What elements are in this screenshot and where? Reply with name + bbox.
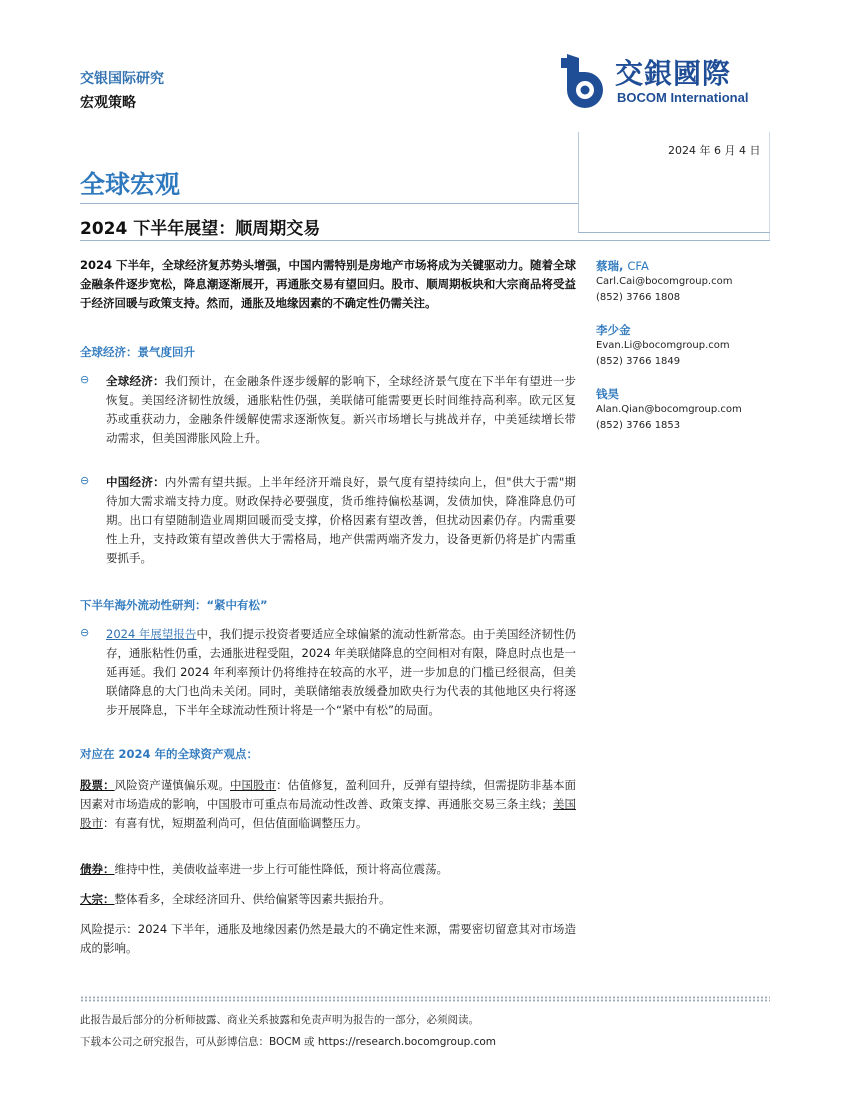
footer-disclaimer: 此报告最后部分的分析师披露、商业关系披露和免责声明为报告的一部分，必须阅读。 [80, 1014, 479, 1026]
page-title: 全球宏观 [80, 170, 181, 199]
divider-vertical [578, 132, 579, 232]
analyst-card [596, 386, 776, 434]
analyst-phone: (852) 3766 1849 [596, 356, 681, 367]
logo-text-en: BOCOM International [617, 90, 749, 105]
para-lead: 股票： [80, 778, 115, 792]
section-heading-global-economy: 全球经济：景气度回升 [80, 345, 195, 359]
dept-name: 宏观策略 [80, 95, 136, 111]
section-heading-asset-views: 对应在 2024 年的全球资产观点： [80, 747, 259, 761]
analyst-card [596, 258, 776, 306]
org-name: 交银国际研究 [80, 71, 164, 87]
bullet-china-economy [80, 473, 576, 585]
risk-warning: 风险提示：2024 下半年，通胀及地缘因素仍然是最大的不确定性来源，需要密切留意其对市场造成的影响。 [80, 922, 576, 955]
para-text: ：估值修复，盈利回升，反弹有望持续，但需提防非基本面因素对市场造成的影响，中国股市可重点布局流动性改善、政策支撑、再通胀交易三条主线； [80, 778, 577, 811]
section-heading-liquidity: 下半年海外流动性研判：“紧中有松” [80, 598, 268, 612]
page-subtitle: 2024 下半年展望：顺周期交易 [80, 219, 321, 239]
bullet-lead: 全球经济： [106, 374, 165, 388]
analyst-email[interactable]: Evan.Li@bocomgroup.com [596, 340, 730, 351]
paragraph-commodities [80, 890, 576, 909]
bullet-global-economy [80, 372, 576, 462]
us-equity-label: 美国股市 [80, 797, 577, 830]
analyst-name: 李少金 [596, 323, 631, 337]
analyst-name-line: 蔡瑞, CFA [596, 259, 649, 273]
circled-minus-icon: ⊖ [80, 474, 90, 487]
china-equity-label: 中国股市 [229, 778, 277, 792]
footer-download-info: 下载本公司之研究报告，可从彭博信息：BOCM 或 https://research.bocomgroup.com [80, 1036, 497, 1048]
analyst-email[interactable]: Carl.Cai@bocomgroup.com [596, 276, 733, 287]
para-text: ：有喜有忧，短期盈利尚可，但估值面临调整压力。 [103, 816, 368, 830]
para-text: 风险资产谨慎偏乐观。 [114, 778, 230, 792]
para-lead: 债券： [80, 862, 115, 876]
analyst-title: CFA [627, 259, 649, 273]
paragraph-bonds [80, 860, 576, 879]
analyst-card [596, 322, 776, 370]
paragraph-equities [80, 776, 576, 833]
bullet-text [106, 473, 576, 568]
circled-minus-icon: ⊖ [80, 373, 90, 386]
circled-minus-icon: ⊖ [80, 626, 90, 639]
footer-dotted-rule [80, 996, 770, 1002]
logo-text-cn: 交銀國際 [615, 57, 732, 90]
report-date: 2024 年 6 月 4 日 [668, 144, 761, 157]
analyst-name: 钱昊 [596, 387, 619, 401]
summary-paragraph: 2024 下半年，全球经济复苏势头增强，中国内需特别是房地产市场将成为关键驱动力。随着全球金融条件逐步宽松，降息潮逐渐展开，再通胀交易有望回归。股市、顺周期板块和大宗商品将受益于经济回暖与政策支持。然而，通胀及地缘因素的不确定性仍需关注。 [80, 258, 577, 310]
bullet-body: 内外需有望共振。上半年经济开端良好，景气度有望持续向上，但"供大于需"期待加大需求端支持力度。财政保持必要强度，货币维持偏松基调，发债加快，降准降息仍可期。出口有望随制造业周期回暖而受支撑，价格因素有望改善，但扰动因素仍存。内需重要性上升，支持政策有望改善供大于需格局，地产供需两端齐发力，设备更新仍将是扩内需重要抓手。 [106, 475, 577, 565]
company-logo [557, 50, 769, 110]
bullet-text [106, 625, 576, 720]
analyst-name: 蔡瑞 [596, 259, 619, 273]
para-text: 维持中性，美债收益率进一步上行可能性降低，预计将高位震荡。 [114, 862, 448, 876]
analyst-phone: (852) 3766 1853 [596, 420, 681, 431]
bullet-text [106, 372, 576, 448]
bullet-liquidity [80, 625, 576, 737]
divider-title [80, 203, 578, 204]
logo-mark-icon [557, 50, 613, 110]
divider-vertical-right [769, 132, 770, 240]
divider-header-right [578, 232, 770, 233]
bullet-lead: 中国经济： [106, 475, 165, 489]
bullet-body: 我们预计，在金融条件逐步缓解的影响下，全球经济景气度在下半年有望进一步恢复。美国经济韧性放缓，通胀粘性仍强，美联储可能需要更长时间维持高利率。欧元区复苏或重获动力，金融条件缓解使需求逐渐恢复。新兴市场增长与挑战并存，中美延续增长带动需求，但美国滞胀风险上升。 [106, 374, 577, 445]
outlook-report-link[interactable]: 2024 年展望报告 [106, 627, 197, 641]
para-text: 整体看多，全球经济回升、供给偏紧等因素共振抬升。 [114, 892, 391, 906]
bullet-body: 中，我们提示投资者要适应全球偏紧的流动性新常态。由于美国经济韧性仍存，通胀粘性仍重，去通胀进程受阻，2024 年美联储降息的空间相对有限，降息时点也是一延再延。我们 2024 年利率预计仍将维持在较高的水平，进一步加息的门槛已经很高，但美联储降息的大门也尚未关闭。同时，美联储缩表放缓叠加欧央行为代表的其他地区央行将逐步开展降息，下半年全球流动性预计将是一个“紧中有松”的局面。 [106, 627, 576, 717]
analyst-email[interactable]: Alan.Qian@bocomgroup.com [596, 404, 742, 415]
divider-header [80, 240, 770, 241]
analyst-phone: (852) 3766 1808 [596, 292, 681, 303]
para-lead: 大宗： [80, 892, 115, 906]
